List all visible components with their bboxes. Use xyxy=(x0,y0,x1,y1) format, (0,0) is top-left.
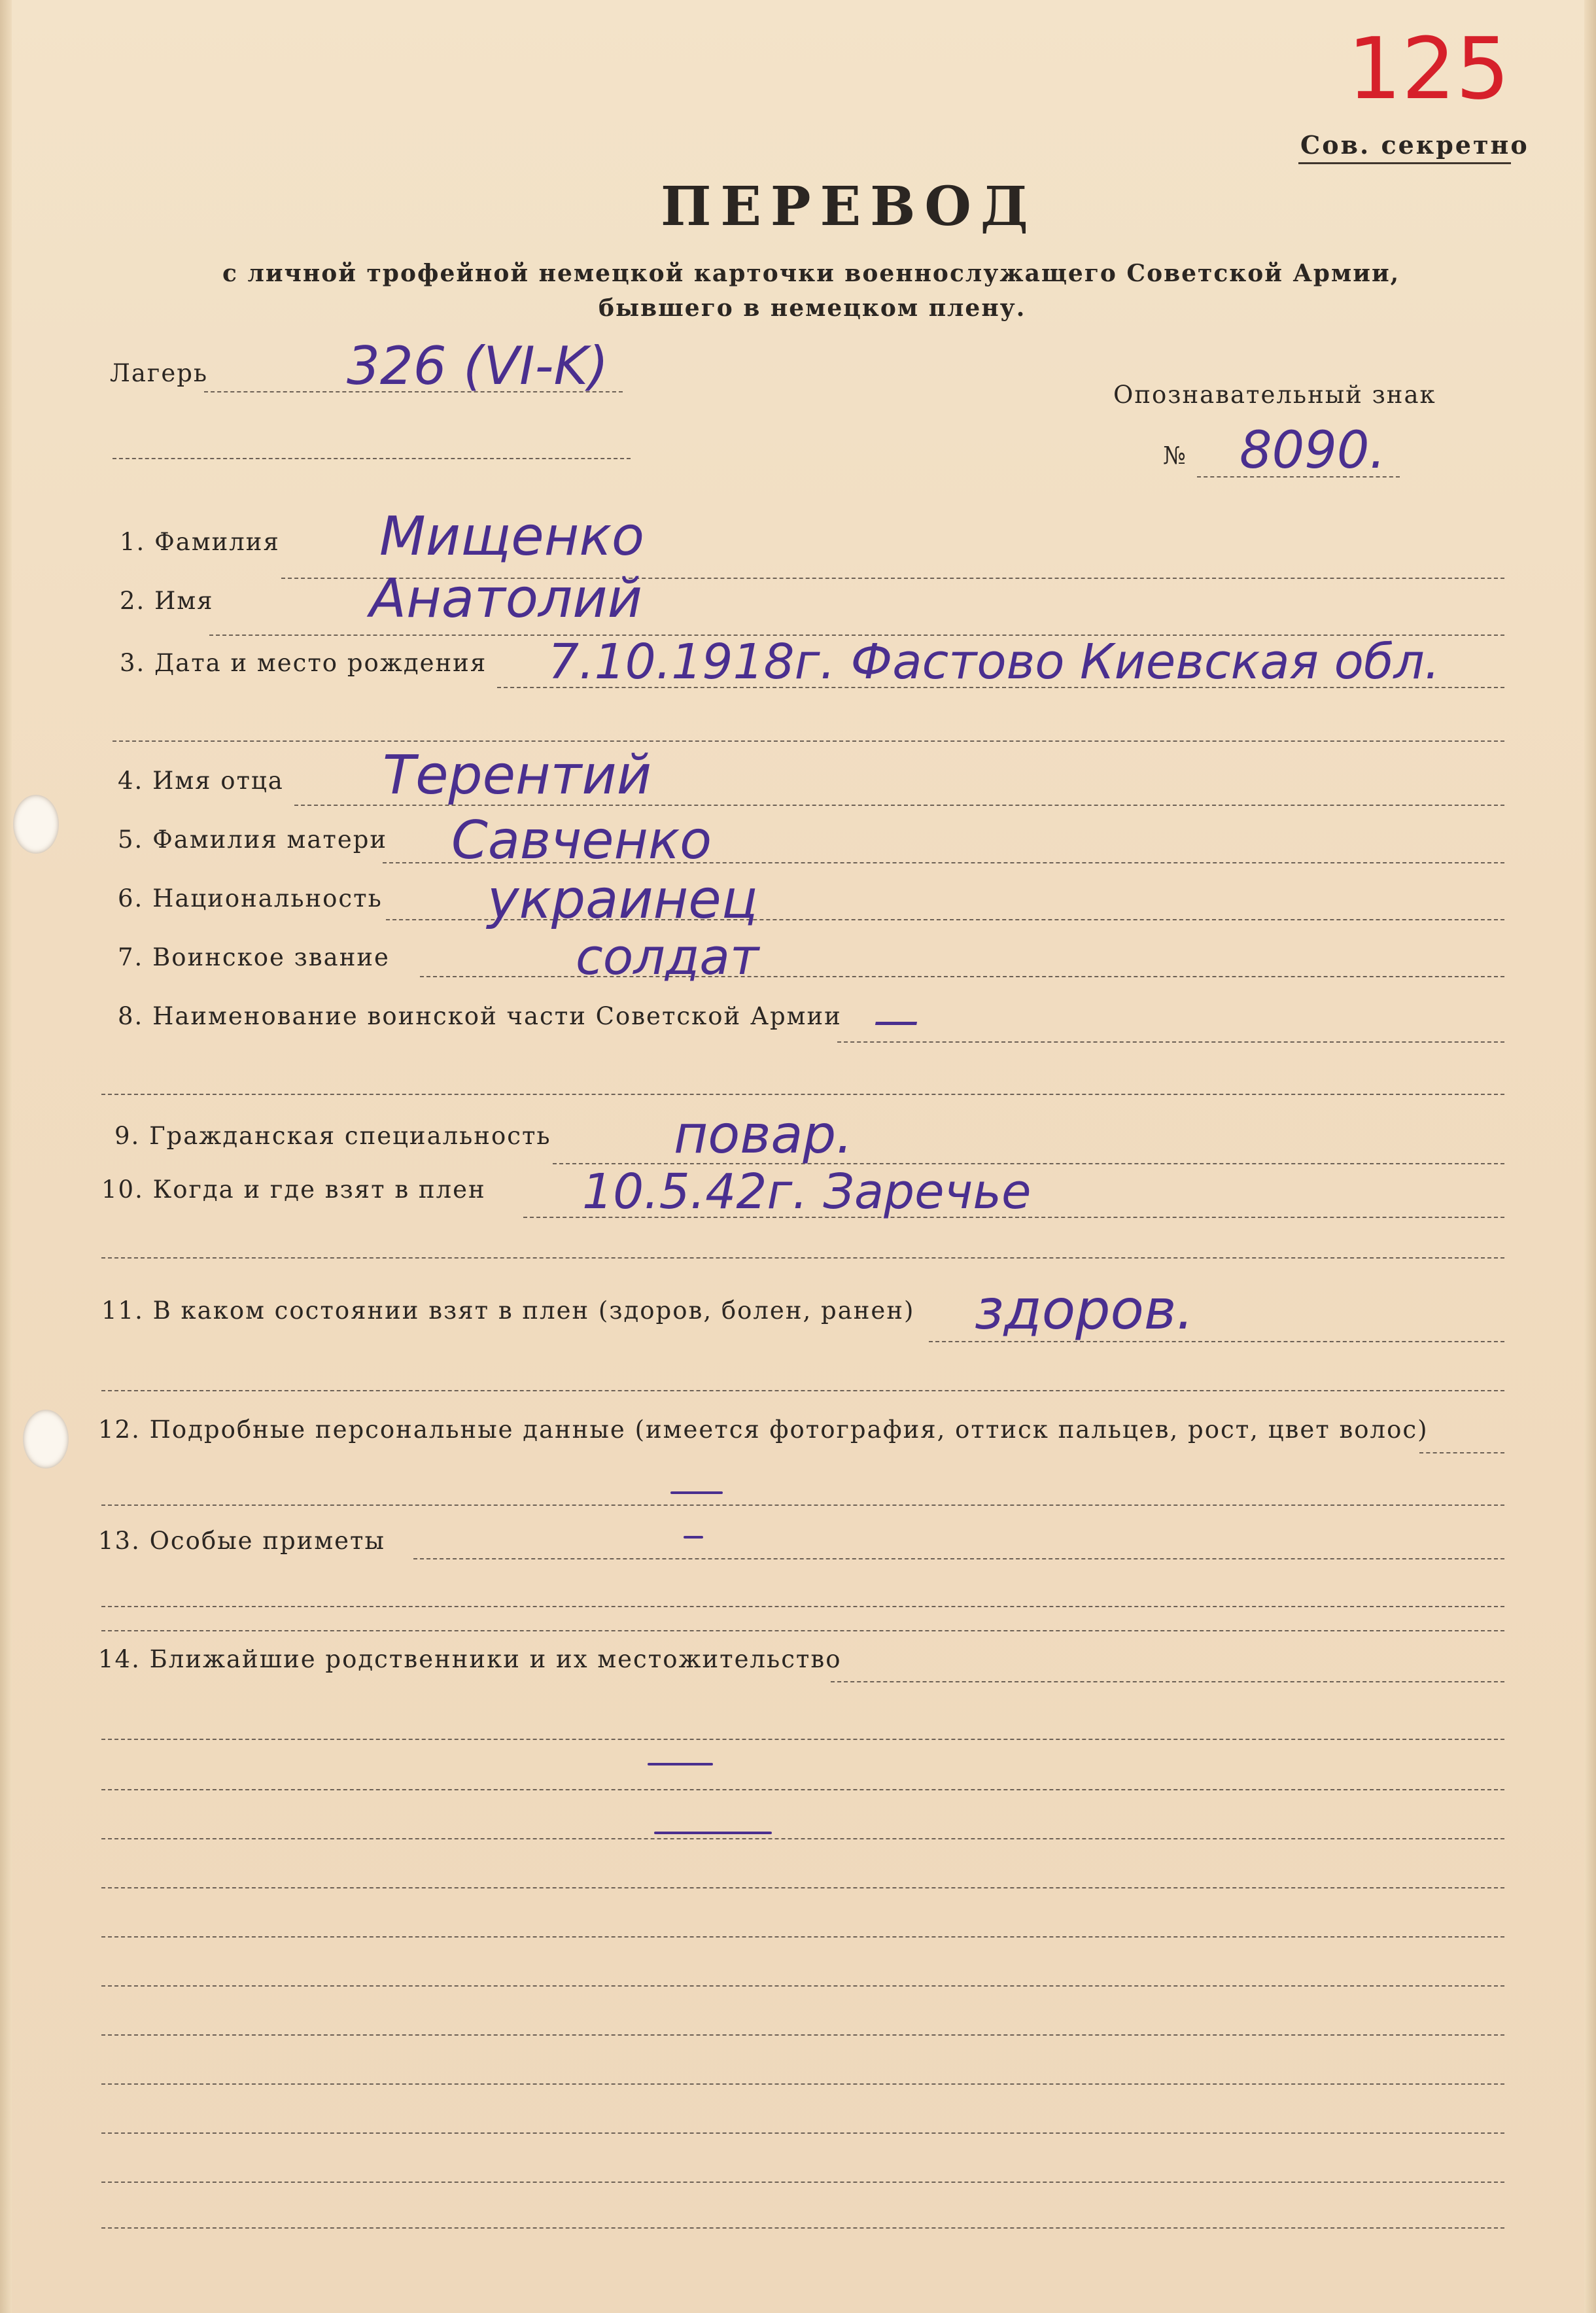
document-title: ПЕРЕВОД xyxy=(661,175,1037,238)
blank-line-6 xyxy=(101,1985,1504,1987)
field-13-line xyxy=(413,1558,1504,1559)
field-11-label: 11. В каком состоянии взят в плен (здоров, болен, ранен) xyxy=(101,1296,915,1325)
field-9-value: повар. xyxy=(674,1104,853,1165)
field-10-label: 10. Когда и где взят в плен xyxy=(101,1175,486,1204)
field-13-line-3 xyxy=(101,1630,1504,1631)
page-number: 125 xyxy=(1347,19,1510,118)
secrecy-underline xyxy=(1298,162,1511,164)
document-subtitle-line-2: бывшего в немецком плену. xyxy=(598,294,1026,322)
secrecy-stamp: Сов. секретно xyxy=(1300,130,1529,160)
paper-edge-left xyxy=(0,0,12,2313)
field-14-dash-mark-2 xyxy=(654,1832,772,1834)
field-10-value: 10.5.42г. Заречье xyxy=(582,1164,1032,1220)
field-12-dash-mark xyxy=(670,1491,723,1494)
blank-line-9 xyxy=(101,2132,1504,2134)
blank-line-2 xyxy=(101,1789,1504,1790)
field-5-value: Савченко xyxy=(451,810,712,871)
field-12-line-2 xyxy=(101,1504,1504,1506)
field-13-line-2 xyxy=(101,1606,1504,1607)
field-5-label: 5. Фамилия матери xyxy=(118,826,388,854)
field-11-line-2 xyxy=(101,1390,1504,1391)
blank-line-8 xyxy=(101,2083,1504,2085)
field-8-line-2 xyxy=(101,1094,1504,1095)
field-7-label: 7. Воинское звание xyxy=(118,943,390,971)
document-subtitle-line-1: с личной трофейной немецкой карточки военнослужащего Советской Армии, xyxy=(222,260,1400,287)
field-4-value: Терентий xyxy=(383,744,652,807)
field-7-value: солдат xyxy=(576,928,759,986)
blank-line-1 xyxy=(101,1739,1504,1740)
blank-line-10 xyxy=(101,2182,1504,2183)
paper-edge-right xyxy=(1584,0,1596,2313)
blank-line-3 xyxy=(101,1838,1504,1839)
field-14-dash-mark-1 xyxy=(648,1763,713,1765)
id-tag-label: Опознавательный знак xyxy=(1113,381,1436,409)
field-8-label: 8. Наименование воинской части Советской Армии xyxy=(118,1002,842,1030)
camp-value: 326 (VI-K) xyxy=(347,336,609,396)
blank-line-7 xyxy=(101,2034,1504,2036)
camp-line-2 xyxy=(113,458,631,459)
field-8-value: — xyxy=(873,994,919,1047)
field-1-value: Мищенко xyxy=(379,506,645,568)
field-3-line-2 xyxy=(113,740,1504,742)
field-14-label: 14. Ближайшие родственники и их местожительство xyxy=(98,1645,842,1673)
field-2-value: Анатолий xyxy=(370,568,642,630)
camp-label: Лагерь xyxy=(110,359,209,387)
field-9-label: 9. Гражданская специальность xyxy=(114,1122,551,1150)
field-13-dash-mark xyxy=(684,1536,703,1539)
field-1-label: 1. Фамилия xyxy=(120,528,280,556)
field-6-value: украинец xyxy=(487,869,758,931)
punch-hole-bottom xyxy=(23,1410,69,1469)
field-3-value: 7.10.1918г. Фастово Киевская обл. xyxy=(548,634,1440,690)
field-10-line-2 xyxy=(101,1257,1504,1259)
id-tag-value: 8090. xyxy=(1240,421,1386,480)
punch-hole-top xyxy=(13,795,59,854)
blank-line-11 xyxy=(101,2227,1504,2229)
blank-line-4 xyxy=(101,1887,1504,1888)
field-11-value: здоров. xyxy=(975,1278,1194,1342)
field-2-label: 2. Имя xyxy=(120,587,214,615)
field-14-line xyxy=(831,1681,1504,1682)
field-13-label: 13. Особые приметы xyxy=(98,1527,385,1555)
field-12-label: 12. Подробные персональные данные (имеется фотография, оттиск пальцев, рост, цвет волос) xyxy=(98,1416,1429,1444)
field-8-line xyxy=(837,1041,1504,1043)
blank-line-5 xyxy=(101,1936,1504,1938)
id-tag-number-label: № xyxy=(1163,442,1188,470)
field-6-label: 6. Национальность xyxy=(118,884,383,913)
field-4-label: 4. Имя отца xyxy=(118,767,284,795)
field-3-label: 3. Дата и место рождения xyxy=(120,649,487,677)
field-12-line xyxy=(1419,1452,1504,1453)
